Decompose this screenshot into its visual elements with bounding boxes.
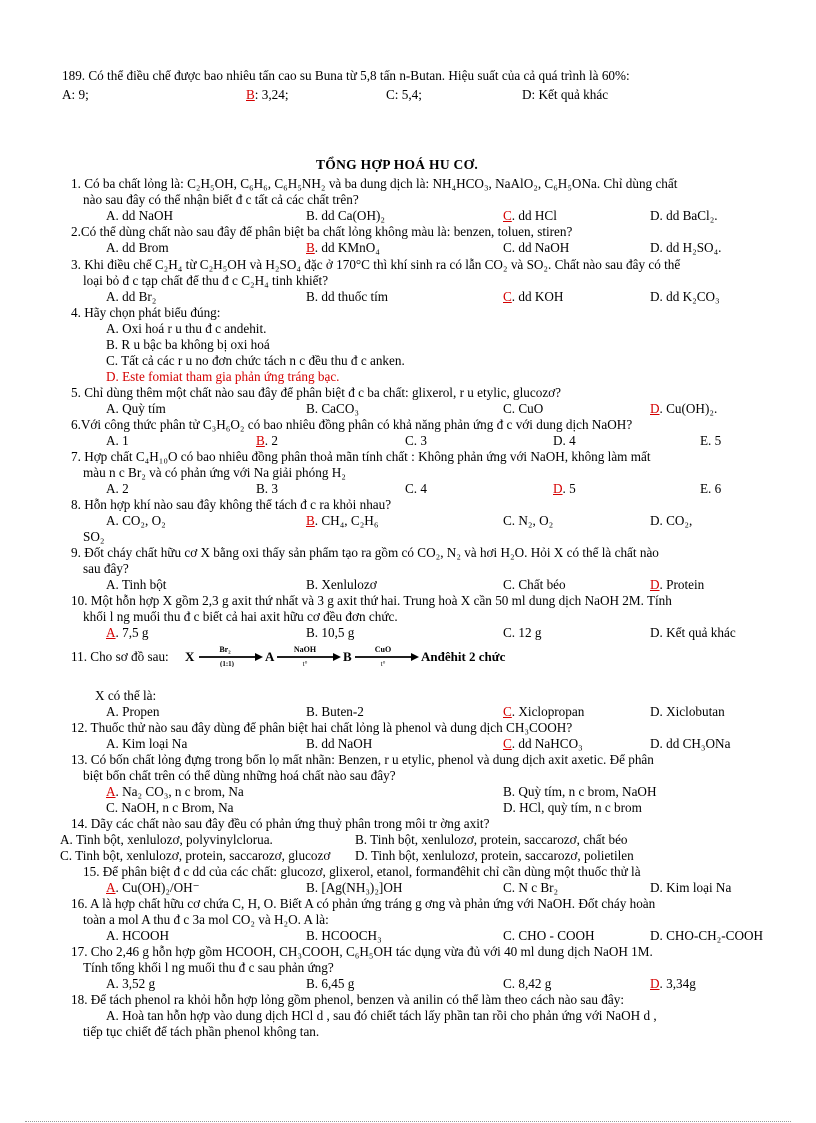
option-c [503,208,557,223]
question-line: toàn a mol A thu đ c 3a mol CO₂ và H₂O. A là: [83,912,329,927]
question-line-part: D. Tinh bột, xenlulozơ, protein, saccarozơ, polietilen [355,848,634,863]
scheme-a: A [265,649,275,664]
option-a: A. dd NaOH [106,208,174,223]
question-line: 14. Dãy các chất nào sau đây đều có phản ứng thuỷ phân trong môi tr ờng axit? [71,816,490,831]
option-text: . CH₄, C₂H₆ [314,513,379,528]
question-line: khối l ng muối thu đ c biết cả hai axit hữu cơ đều đơn chức. [83,609,398,624]
option-b: B. dd thuốc tím [306,289,389,304]
option-c: C. 8,42 g [503,976,552,991]
answer-mark: A [106,880,116,895]
question-line: nào sau đây có thể nhận biết đ c tất cả các chất trên? [83,192,359,207]
option-text: . Xiclopropan [511,704,585,719]
option-b: B. 3 [256,481,278,496]
option-a: A. dd Brom [106,240,169,255]
question-line: 11. Cho sơ đồ sau: [71,649,169,664]
option-a [106,625,149,640]
option-text: . dd NaHCO₃ [511,736,583,751]
question-line: SO₂ [83,529,105,544]
question-line: 8. Hỗn hợp khí nào sau đây không thể tách đ c ra khỏi nhau? [71,497,392,512]
scheme-end: Anđêhit 2 chức [421,649,506,664]
scheme-x: X [185,649,195,664]
q189-option-b-text: : 3,24; [254,87,289,102]
question-line: biệt bốn chất trên có thể dùng những hoá chất nào sau đây? [83,768,396,783]
arrow-1-head [255,653,263,661]
option-d: D. CHO-CH₂-COOH [650,928,764,943]
option-d: D. dd BaCl₂. [650,208,718,223]
option-a: A. 2 [106,481,129,496]
reaction-scheme [183,645,513,667]
option-text: . 2 [264,433,278,448]
option-a [106,880,200,895]
option-d: D. 4 [553,433,576,448]
option-d: D. Kim loại Na [650,880,732,895]
option-c [503,736,583,751]
question-line: 5. Chỉ dùng thêm một chất nào sau đây để phân biệt đ c ba chất: glixerol, r u etylic, glucozơ? [71,385,562,400]
question-line: Tính tổng khối l ng muối thu đ c sau phản ứng? [83,960,334,975]
scheme-t1: t° [302,660,308,667]
option-e: E. 5 [700,433,722,448]
option-d: D. Kết quả khác [650,625,736,640]
scheme-br2: Br₂ [219,645,231,654]
option-d [650,401,717,416]
option-c: D. HCl, quỳ tím, n c brom [503,800,642,815]
answer-mark: B [246,87,255,102]
option-e: E. 6 [700,481,722,496]
question-line: 3. Khi điều chế C₂H₄ từ C₂H₅OH và H₂SO₄ đặc ở 170°C thì khí sinh ra có lẫn CO₂ và SO₂. Chất nào sau đây có thể [71,257,681,272]
answer-mark: D [650,577,660,592]
option-b [306,513,378,528]
option-b [256,433,278,448]
answer-mark: C [503,704,512,719]
q189-option-a: A: 9; [62,87,89,102]
option-d [553,481,576,496]
question-line: 13. Có bốn chất lỏng đựng trong bốn lọ mất nhãn: Benzen, r u etylic, phenol và dung dịch axit axetic. Để phân [71,752,654,767]
question-line: 7. Hợp chất C₄H₁₀O có bao nhiêu đồng phân thoả mãn tính chất : Không phản ứng với NaOH, không làm mất [71,449,651,464]
option-c: C. 12 g [503,625,542,640]
question-line: màu n c Br₂ và có phản ứng với Na giải phóng H₂ [83,465,346,480]
option-c: C. CuO [503,401,544,416]
option-b: B. dd Ca(OH)₂ [306,208,385,223]
question-line: 15. Để phân biệt đ c dd của các chất: glucozơ, glixerol, etanol, formanđêhit chỉ cần dùng một thuốc thử là [83,864,641,879]
answer-mark: C [503,289,512,304]
question-line-part: B. Tinh bột, xenlulozơ, protein, saccarozơ, chất béo [355,832,628,847]
option-a: A. CO₂, O₂ [106,513,166,528]
scheme-ratio: (1:1) [220,660,234,667]
question-line: 1. Có ba chất lỏng là: C₂H₅OH, C₆H₆, C₆H₅NH₂ và ba dung dịch là: NH₄HCO₃, NaAlO₂, C₆H₅ONa. Chỉ dùng chất [71,176,678,191]
option-text: . Protein [659,577,705,592]
option-b: B. Buten-2 [306,704,364,719]
question-line: 2.Có thể dùng chất nào sau đây để phân biệt ba chất lỏng không màu là: benzen, toluen, stiren? [71,224,573,239]
option-text: . Cu(OH)₂. [659,401,718,416]
option-c: C. N c Br₂ [503,880,559,895]
question-line: 6.Với công thức phân tử C₃H₆O₂ có bao nhiêu đồng phân có khả năng phản ứng đ c với dung dịch NaOH? [71,417,633,432]
scheme-naoh: NaOH [293,645,317,654]
option-c: C. N₂, O₂ [503,513,554,528]
option-b: B. [Ag(NH₃)₂]OH [306,880,403,895]
option-text: . dd KMnO₄ [314,240,380,255]
question-line: C. Tinh bột, xenlulozơ, protein, saccarozơ, glucozơ [60,848,331,863]
answer-mark: B [306,513,315,528]
arrow-3-head [411,653,419,661]
option-b: B. CaCO₃ [306,401,359,416]
scheme-cuo: CuO [374,645,392,654]
question-line: A. Hoà tan hỗn hợp vào dung dịch HCl d , sau đó chiết tách lấy phần tan rồi cho phản ứng với NaOH d , [106,1008,657,1023]
option-a: A. 1 [106,433,129,448]
q189-option-d: D: Kết quả khác [522,87,609,102]
option-text: . 3,34g [659,976,696,991]
answer-mark: A [106,625,116,640]
question-line: 16. A là hợp chất hữu cơ chứa C, H, O. Biết A có phản ứng tráng g ơng và phản ứng với NaOH. Đốt cháy hoàn [71,896,656,911]
option-b: B. dd NaOH [306,736,373,751]
answer-mark: B [306,240,315,255]
answer-mark: A [106,784,116,799]
option-b: B. 10,5 g [306,625,355,640]
option-c: C. 3 [405,433,427,448]
answer-mark: B [256,433,265,448]
answer-mark: D [650,976,660,991]
option-d [650,577,704,592]
question-line: tiếp tục chiết để tách phần phenol không tan. [83,1024,320,1039]
question-line: 10. Một hỗn hợp X gồm 2,3 g axit thứ nhất và 3 g axit thứ hai. Trung hoà X cần 50 ml dung dịch NaOH 2M. Tính [71,593,672,608]
option-b: B. HCOOCH₃ [306,928,382,943]
question-line: 18. Để tách phenol ra khỏi hỗn hợp lỏng gồm phenol, benzen và anilin có thể làm theo cách nào sau đây: [71,992,624,1007]
option-b [306,240,380,255]
question-line: A. Oxi hoá r u thu đ c andehit. [106,321,267,336]
option-text: . 5 [562,481,576,496]
option-c: C. 4 [405,481,427,496]
scheme-t2: t° [380,660,386,667]
option-text: . 7,5 g [115,625,149,640]
question-line: C. Tất cả các r u no đơn chức tách n c đều thu đ c anken. [106,353,405,368]
option-a: A. Propen [106,704,160,719]
option-d [650,976,696,991]
option-b: B. Xenlulozơ [306,577,377,592]
question-line: loại bỏ đ c tạp chất để thu đ c C₂H₄ tinh khiết? [83,273,329,288]
option-text: . dd KOH [511,289,564,304]
question-line: A. Tinh bột, xenlulozơ, polyvinylclorua. [60,832,273,847]
option-text: . Na₂ CO₃, n c brom, Na [115,784,244,799]
q189-option-c: C: 5,4; [386,87,422,102]
option-c [503,289,563,304]
option-a: A. Kim loại Na [106,736,188,751]
option-a [106,784,244,799]
option-d: D. CO₂, [650,513,693,528]
option-a: A. dd Br₂ [106,289,157,304]
question-line: X có thể là: [95,688,157,703]
option-d: D. dd K₂CO₃ [650,289,720,304]
question-line: 17. Cho 2,46 g hỗn hợp gồm HCOOH, CH₃COOH, C₆H₅OH tác dụng vừa đủ với 40 ml dung dịch NaOH 1M. [71,944,653,959]
option-a: A. Quỳ tím [106,401,166,416]
option-c: C. dd NaOH [503,240,570,255]
question-line: sau đây? [83,561,129,576]
answer-mark: C [503,736,512,751]
question-line: D. Este fomiat tham gia phản ứng tráng bạc. [106,369,340,384]
option-a: A. HCOOH [106,928,170,943]
question-line: 9. Đốt cháy chất hữu cơ X bằng oxi thấy sản phẩm tạo ra gồm có CO₂, N₂ và hơi H₂O. Hỏi X có thể là chất nào [71,545,659,560]
q189-option-b [246,87,289,102]
option-c: B. Quỳ tím, n c brom, NaOH [503,784,657,799]
option-d: D. Xiclobutan [650,704,725,719]
page-bottom-border [25,1121,791,1122]
question-line: 12. Thuốc thử nào sau đây dùng để phân biệt hai chất lỏng là phenol và dung dịch CH₃COOH? [71,720,573,735]
option-text: . dd HCl [511,208,557,223]
question-line: 4. Hãy chọn phát biểu đúng: [71,305,221,320]
option-c: C. Chất béo [503,577,566,592]
option-c [503,704,584,719]
question-line: B. R u bậc ba không bị oxi hoá [106,337,270,352]
section-title: TỔNG HỢP HOÁ HU CƠ. [316,157,479,172]
option-a: C. NaOH, n c Brom, Na [106,800,234,815]
answer-mark: D [553,481,563,496]
option-b: B. 6,45 g [306,976,355,991]
option-c: C. CHO - COOH [503,928,595,943]
option-d: D. dd H₂SO₄. [650,240,722,255]
option-a: A. 3,52 g [106,976,156,991]
answer-mark: D [650,401,660,416]
option-d: D. dd CH₃ONa [650,736,731,751]
arrow-2-head [333,653,341,661]
scheme-b: B [343,649,352,664]
answer-mark: C [503,208,512,223]
question-189: 189. Có thể điều chế được bao nhiêu tấn cao su Buna từ 5,8 tấn n-Butan. Hiệu suất của cả quá trình là 60%: [62,68,630,83]
option-text: . Cu(OH)₂/OH⁻ [115,880,200,895]
option-a: A. Tinh bột [106,577,167,592]
